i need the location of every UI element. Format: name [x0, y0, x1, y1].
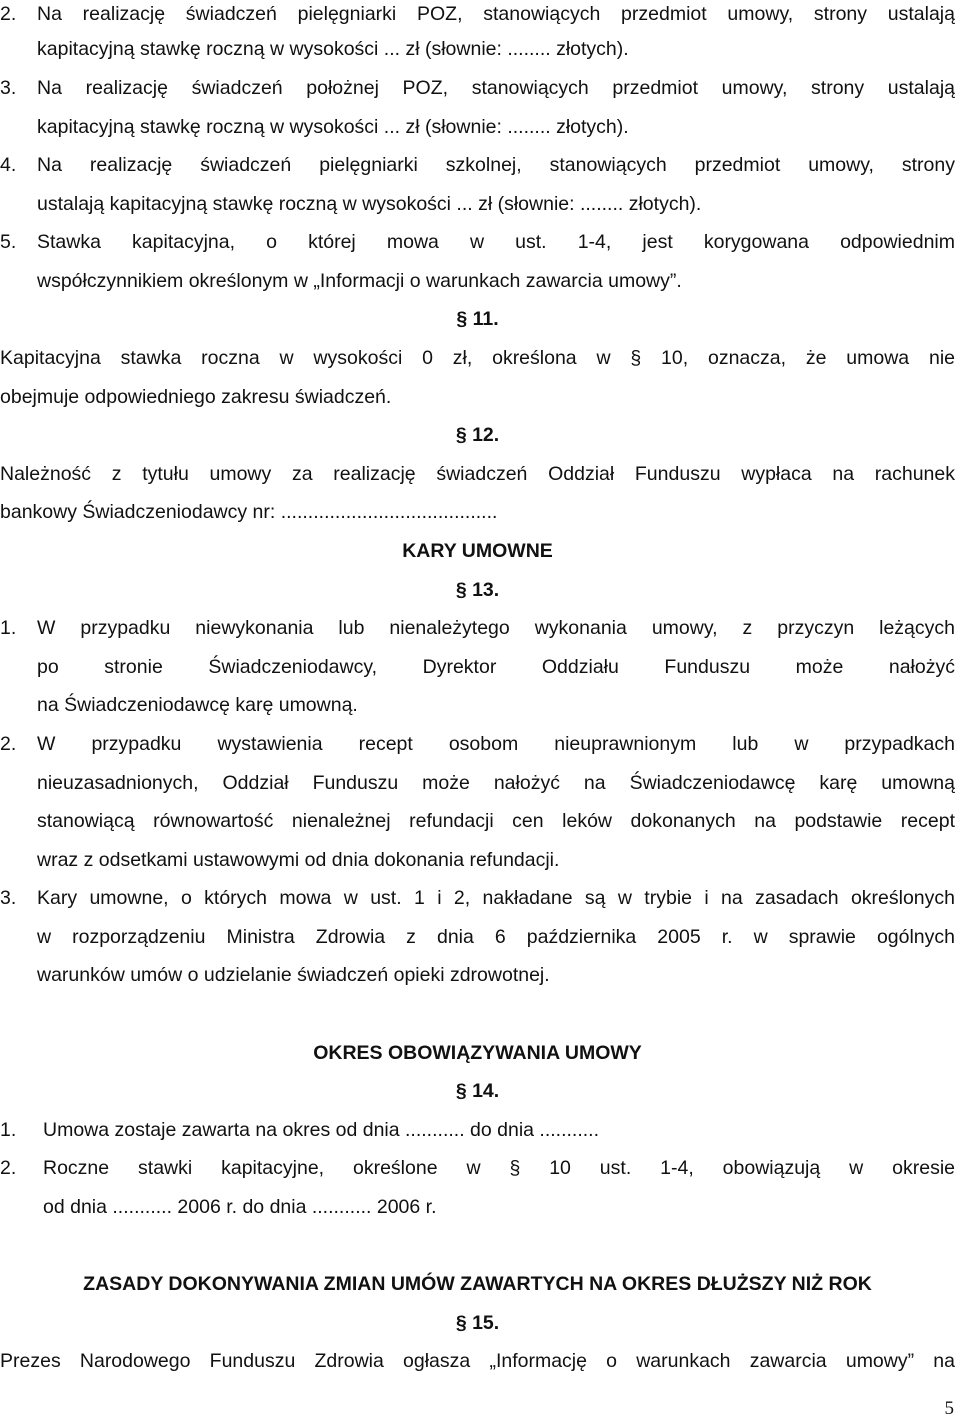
paragraph-line: Na realizację świadczeń położnej POZ, stanowiących przedmiot umowy, strony ustalają — [37, 77, 955, 99]
paragraph-line: Stawka kapitacyjna, o której mowa w ust. 1-4, jest korygowana odpowiednim — [37, 231, 955, 253]
section-heading: KARY UMOWNE — [402, 540, 553, 562]
list-item-num: 1. — [0, 617, 17, 639]
paragraph-line: kapitacyjną stawkę roczną w wysokości ... zł (słownie: ........ złotych). — [37, 38, 629, 60]
paragraph-line: stanowiącą równowartość nienależnej refundacji cen leków dokonanych na podstawie recept — [37, 810, 955, 832]
paragraph-line: ustalają kapitacyjną stawkę roczną w wysokości ... zł (słownie: ........ złotych). — [37, 193, 702, 215]
paragraph-line: Na realizację świadczeń pielęgniarki POZ, stanowiących przedmiot umowy, strony ustalają — [37, 3, 955, 25]
paragraph-line: warunków umów o udzielanie świadczeń opieki zdrowotnej. — [37, 964, 550, 986]
paragraph-line: wraz z odsetkami ustawowymi od dnia dokonania refundacji. — [37, 849, 560, 871]
list-item-num: 2. — [0, 733, 17, 755]
paragraph-line: na Świadczeniodawcę karę umowną. — [37, 694, 358, 716]
section-heading: OKRES OBOWIĄZYWANIA UMOWY — [313, 1042, 642, 1064]
paragraph-line: Umowa zostaje zawarta na okres od dnia ........... do dnia ........... — [43, 1119, 600, 1141]
section-mark: § 13. — [455, 579, 500, 601]
list-item-num: 4. — [0, 154, 17, 176]
list-item-num: 3. — [0, 887, 17, 909]
paragraph-line: W przypadku niewykonania lub nienależytego wykonania umowy, z przyczyn leżących — [37, 617, 955, 639]
paragraph-line: od dnia ........... 2006 r. do dnia ........... 2006 r. — [43, 1196, 437, 1218]
section-mark: § 12. — [455, 424, 500, 446]
section-heading: ZASADY DOKONYWANIA ZMIAN UMÓW ZAWARTYCH NA OKRES DŁUŻSZY NIŻ ROK — [83, 1273, 872, 1295]
list-item-num: 3. — [0, 77, 17, 99]
paragraph-line: Kapitacyjna stawka roczna w wysokości 0 zł, określona w § 10, oznacza, że umowa nie — [0, 347, 955, 369]
paragraph-line: Prezes Narodowego Funduszu Zdrowia ogłasza „Informację o warunkach zawarcia umowy” na — [0, 1350, 955, 1372]
list-item-num: 2. — [0, 3, 17, 25]
paragraph-line: współczynnikiem określonym w „Informacji o warunkach zawarcia umowy”. — [37, 270, 682, 292]
list-item-num: 2. — [0, 1157, 17, 1179]
paragraph-line: Na realizację świadczeń pielęgniarki szkolnej, stanowiących przedmiot umowy, strony — [37, 154, 955, 176]
list-item-num: 1. — [0, 1119, 17, 1141]
paragraph-line: obejmuje odpowiedniego zakresu świadczeń. — [0, 386, 392, 408]
list-item-num: 5. — [0, 231, 17, 253]
paragraph-line: W przypadku wystawienia recept osobom nieuprawnionym lub w przypadkach — [37, 733, 955, 755]
paragraph-line: Należność z tytułu umowy za realizację świadczeń Oddział Funduszu wypłaca na rachunek — [0, 463, 955, 485]
paragraph-line: Roczne stawki kapitacyjne, określone w § 10 ust. 1-4, obowiązują w okresie — [43, 1157, 955, 1179]
section-mark: § 15. — [455, 1312, 500, 1334]
section-mark: § 14. — [455, 1080, 500, 1102]
paragraph-line: po stronie Świadczeniodawcy, Dyrektor Oddziału Funduszu może nałożyć — [37, 656, 955, 678]
paragraph-line: bankowy Świadczeniodawcy nr: ........................................ — [0, 501, 498, 523]
section-mark: § 11. — [456, 308, 499, 330]
paragraph-line: kapitacyjną stawkę roczną w wysokości ... zł (słownie: ........ złotych). — [37, 116, 629, 138]
paragraph-line: Kary umowne, o których mowa w ust. 1 i 2, nakładane są w trybie i na zasadach określonych — [37, 887, 955, 909]
page-number: 5 — [944, 1398, 954, 1419]
paragraph-line: w rozporządzeniu Ministra Zdrowia z dnia 6 października 2005 r. w sprawie ogólnych — [37, 926, 955, 948]
paragraph-line: nieuzasadnionych, Oddział Funduszu może nałożyć na Świadczeniodawcę karę umowną — [37, 772, 955, 794]
